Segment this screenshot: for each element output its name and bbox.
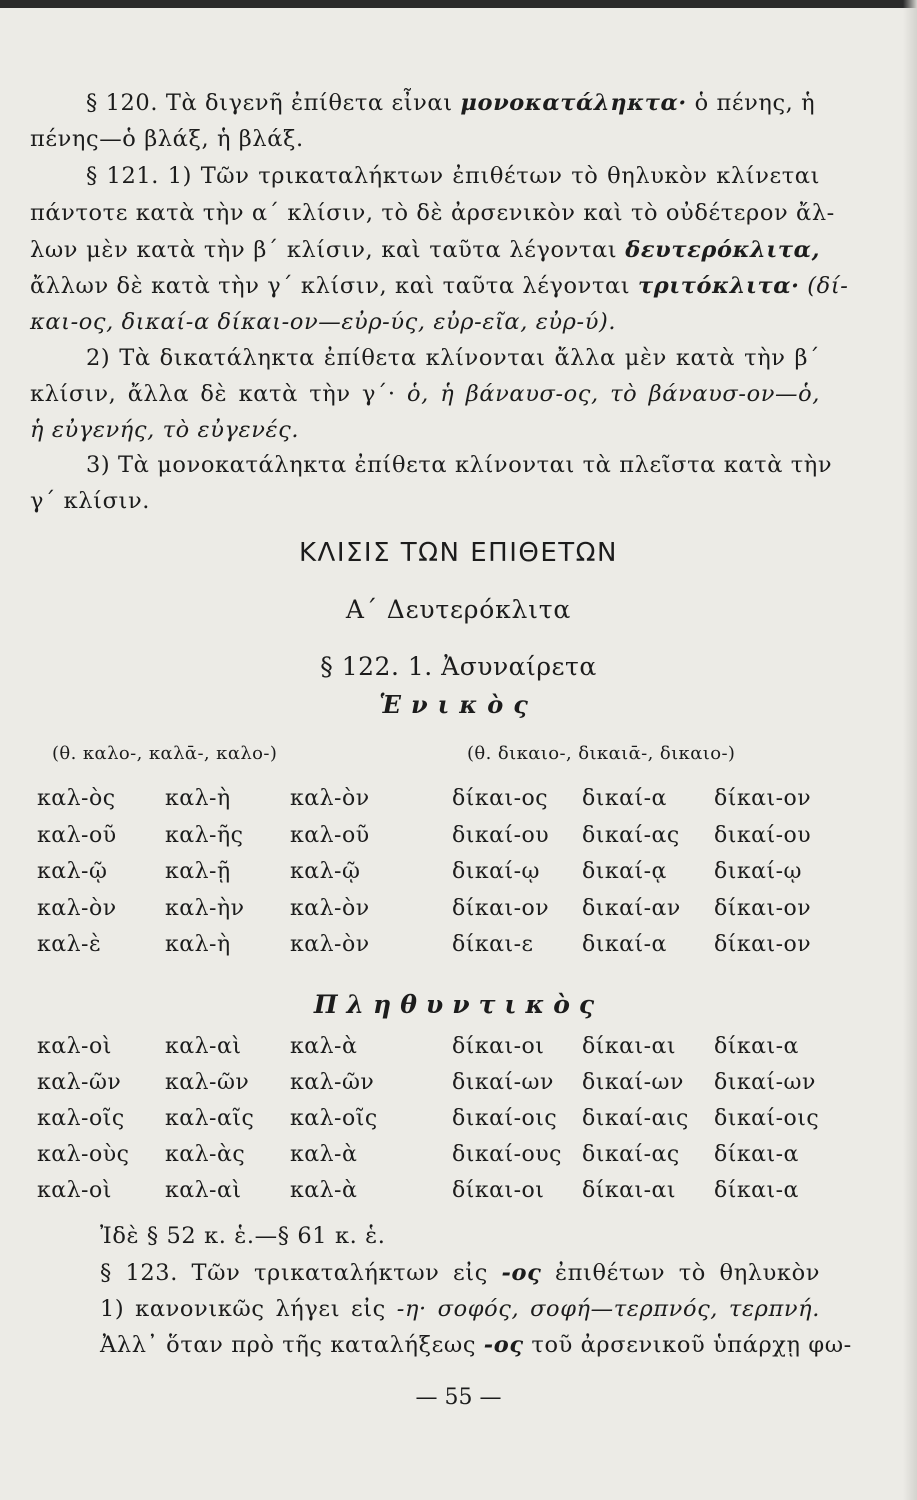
p121-line-2: πάντοτε κατὰ τὴν α΄ κλίσιν, τὸ δὲ ἀρσενικὸν καὶ τὸ οὐδέτερον ἄλ- bbox=[30, 200, 835, 226]
singular-cell: δίκαι-ον bbox=[452, 895, 550, 921]
singular-cell: καλ-ὸν bbox=[37, 895, 117, 921]
p120-line-2: πένης—ὁ βλάξ, ἡ βλάξ. bbox=[30, 126, 304, 152]
singular-cell: δίκαι-ος bbox=[452, 786, 549, 811]
singular-cell: καλ-ῷ bbox=[290, 859, 361, 884]
plural-cell: δικαί-ους bbox=[452, 1142, 562, 1167]
plural-cell: καλ-ὰ bbox=[290, 1034, 358, 1059]
page-number: — 55 — bbox=[415, 1385, 502, 1410]
plural-cell: δίκαι-αι bbox=[582, 1178, 677, 1203]
stem-right: (θ. δικαιο-, δικαιᾱ-, δικαιο-) bbox=[467, 743, 736, 764]
p121-line-10: γ΄ κλίσιν. bbox=[30, 488, 151, 514]
plural-cell: καλ-οὶ bbox=[37, 1178, 112, 1203]
singular-cell: καλ-οῦ bbox=[37, 822, 117, 848]
singular-cell: δίκαι-ον bbox=[714, 786, 812, 811]
plural-cell: καλ-αὶ bbox=[165, 1178, 242, 1203]
plural-cell: καλ-ῶν bbox=[37, 1070, 122, 1095]
singular-cell: καλ-ὸν bbox=[290, 932, 370, 957]
plural-cell: καλ-οὶ bbox=[37, 1034, 112, 1059]
singular-cell: καλ-οῦ bbox=[290, 822, 370, 848]
singular-cell: καλ-ὸν bbox=[290, 786, 370, 811]
plural-cell: καλ-οῖς bbox=[290, 1106, 378, 1131]
singular-cell: δικαί-ου bbox=[714, 822, 812, 848]
plural-cell: καλ-οῖς bbox=[37, 1106, 125, 1131]
singular-cell: δικαί-α bbox=[582, 932, 667, 957]
singular-cell: δικαί-αν bbox=[582, 895, 681, 921]
singular-cell: δικαί-ου bbox=[452, 822, 550, 848]
p121-line-7: κλίσιν, ἄλλα δὲ κατὰ τὴν γ΄· ὁ, ἡ βάναυσ-ος, τὸ βάναυσ-ον—ὁ, bbox=[30, 381, 821, 407]
singular-cell: καλ-ὸν bbox=[290, 895, 370, 921]
singular-cell: καλ-ὸς bbox=[37, 786, 116, 811]
singular-cell: δικαί-ῳ bbox=[714, 859, 802, 884]
plural-cell: καλ-ῶν bbox=[290, 1070, 375, 1095]
plural-cell: δικαί-οις bbox=[714, 1106, 820, 1131]
p121-line-1: § 121. 1) Τῶν τρικαταλήκτων ἐπιθέτων τὸ θηλυκὸν κλίνεται bbox=[86, 163, 820, 189]
plural-cell: δίκαι-οι bbox=[452, 1034, 545, 1059]
plural-cell: καλ-ῶν bbox=[165, 1070, 250, 1095]
plural-cell: καλ-ὰ bbox=[290, 1142, 358, 1167]
heading-section: Α΄ Δευτερόκλιτα bbox=[345, 595, 572, 624]
plural-cell: καλ-ὰ bbox=[290, 1178, 358, 1203]
heading-singular: Ἑνικὸς bbox=[379, 690, 538, 719]
plural-cell: καλ-ὰς bbox=[165, 1142, 246, 1167]
heading-main: ΚΛΙΣΙΣ ΤΩΝ ΕΠΙΘΕΤΩΝ bbox=[299, 538, 618, 568]
singular-cell: δικαί-ῳ bbox=[452, 859, 540, 884]
plural-cell: δικαί-οις bbox=[452, 1106, 558, 1131]
singular-cell: δικαί-α bbox=[582, 786, 667, 811]
plural-cell: δικαί-ων bbox=[582, 1070, 684, 1095]
p123-line-1: § 123. Τῶν τρικαταλήκτων εἰς -ος ἐπιθέτων τὸ θηλυκὸν bbox=[100, 1260, 820, 1286]
singular-cell: καλ-ῇ bbox=[165, 859, 231, 884]
plural-cell: δίκαι-αι bbox=[582, 1034, 677, 1059]
plural-cell: δίκαι-οι bbox=[452, 1178, 545, 1203]
plural-cell: δικαί-ων bbox=[452, 1070, 554, 1095]
plural-cell: δίκαι-α bbox=[714, 1034, 799, 1059]
heading-subsection: § 122. 1. Ἀσυναίρετα bbox=[320, 652, 597, 681]
plural-cell: δίκαι-α bbox=[714, 1178, 799, 1203]
singular-cell: καλ-ῆς bbox=[165, 822, 244, 848]
heading-plural: Πληθυντικὸς bbox=[313, 990, 604, 1019]
singular-cell: καλ-ὲ bbox=[37, 932, 102, 957]
singular-cell: καλ-ῷ bbox=[37, 859, 108, 884]
singular-cell: καλ-ὴ bbox=[165, 786, 231, 811]
p121-line-3: λων μὲν κατὰ τὴν β΄ κλίσιν, καὶ ταῦτα λέγονται δευτερόκλιτα, bbox=[30, 237, 820, 263]
p121-line-4: ἄλλων δὲ κατὰ τὴν γ΄ κλίσιν, καὶ ταῦτα λέγονται τριτόκλιτα· (δί- bbox=[30, 273, 849, 299]
singular-cell: δικαί-ᾳ bbox=[582, 859, 667, 884]
p121-line-9: 3) Τὰ μονοκατάληκτα ἐπίθετα κλίνονται τὰ πλεῖστα κατὰ τὴν bbox=[86, 452, 833, 478]
p123-line-3: Ἀλλ᾽ ὅταν πρὸ τῆς καταλήξεως -ος τοῦ ἀρσενικοῦ ὑπάρχῃ φω- bbox=[100, 1332, 852, 1358]
p123-line-2: 1) κανονικῶς λήγει εἰς -η· σοφός, σοφή—τερπνός, τερπνή. bbox=[100, 1296, 820, 1322]
plural-cell: καλ-οὺς bbox=[37, 1142, 130, 1167]
singular-cell: δίκαι-ε bbox=[452, 932, 534, 957]
reference-line: Ἰδὲ § 52 κ. ἑ.—§ 61 κ. ἑ. bbox=[100, 1223, 386, 1249]
plural-cell: καλ-αῖς bbox=[165, 1106, 255, 1131]
singular-cell: δικαί-ας bbox=[582, 822, 680, 848]
plural-cell: δικαί-αις bbox=[582, 1106, 689, 1131]
singular-cell: καλ-ὴ bbox=[165, 932, 231, 957]
plural-cell: δικαί-ας bbox=[582, 1142, 680, 1167]
p120-line-1: § 120. Τὰ διγενῆ ἐπίθετα εἶναι μονοκατάληκτα· ὁ πένης, ἡ bbox=[86, 90, 816, 116]
plural-cell: καλ-αὶ bbox=[165, 1034, 242, 1059]
singular-cell: δίκαι-ον bbox=[714, 895, 812, 921]
plural-cell: δικαί-ων bbox=[714, 1070, 816, 1095]
plural-cell: δίκαι-α bbox=[714, 1142, 799, 1167]
p121-line-5: και-ος, δικαί-α δίκαι-ον—εὐρ-ύς, εὐρ-εῖα, εὐρ-ύ). bbox=[30, 309, 617, 335]
stem-left: (θ. καλο-, καλᾱ-, καλο-) bbox=[52, 743, 278, 764]
p121-line-8: ἡ εὐγενής, τὸ εὐγενές. bbox=[30, 417, 300, 443]
p121-line-6: 2) Τὰ δικατάληκτα ἐπίθετα κλίνονται ἄλλα μὲν κατὰ τὴν β΄ bbox=[86, 345, 820, 371]
singular-cell: δίκαι-ον bbox=[714, 932, 812, 957]
singular-cell: καλ-ὴν bbox=[165, 895, 245, 921]
